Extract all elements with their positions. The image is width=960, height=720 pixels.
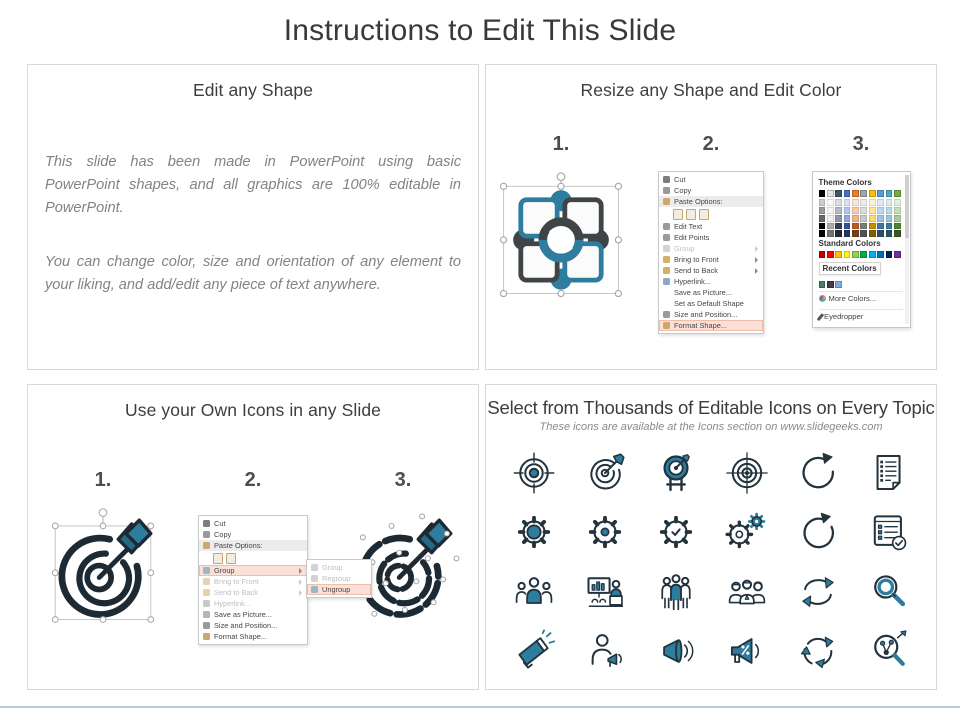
copy-icon [203, 531, 210, 538]
theme-tint-swatch[interactable] [819, 199, 826, 206]
theme-tint-swatch[interactable] [844, 215, 851, 222]
instruction-paragraph: You can change color, size and orientation of any element to your liking, and add/edit any piece of text anywhere. [45, 254, 461, 294]
megaphone-promo-icon[interactable] [511, 628, 557, 674]
submenu-arrow-icon [755, 268, 758, 274]
theme-tint-swatch[interactable] [835, 215, 842, 222]
bring-to-front-icon [663, 256, 670, 263]
menu-item-label: Send to Back [214, 588, 258, 597]
theme-tint-swatch[interactable] [869, 215, 876, 222]
theme-tint-swatch[interactable] [877, 223, 884, 230]
menu-item-send-to-back[interactable] [199, 587, 307, 598]
menu-item-copy[interactable] [659, 185, 763, 196]
icon-library-subheading: These icons are available at the Icons section on www.slidegeeks.com [539, 421, 883, 433]
theme-tint-swatch[interactable] [860, 215, 867, 222]
sync-arrows-icon[interactable] [795, 569, 841, 615]
checklist-check-icon[interactable] [866, 509, 912, 555]
theme-colors-row [819, 190, 903, 197]
theme-tint-swatch[interactable] [869, 230, 876, 237]
theme-tint-swatch[interactable] [894, 223, 901, 230]
hyperlink-icon [663, 278, 670, 285]
theme-tint-swatch[interactable] [835, 223, 842, 230]
recent-color-swatch[interactable] [827, 281, 834, 288]
audience-group-icon[interactable] [511, 569, 557, 615]
discussion-group-icon[interactable] [724, 569, 770, 615]
more-colors-item[interactable]: More Colors... [819, 291, 903, 306]
menu-item-label: Size and Position... [214, 621, 278, 630]
theme-color-swatch[interactable] [860, 190, 867, 197]
step-number: 2. [702, 133, 720, 155]
theme-tint-swatch[interactable] [894, 207, 901, 214]
panel-heading: Select from Thousands of Editable Icons on Every Topic [487, 397, 935, 418]
focus-target-icon[interactable] [724, 450, 770, 496]
target-crosshair-icon[interactable] [511, 450, 557, 496]
menu-item-group[interactable] [659, 243, 763, 254]
loop-arrow-icon[interactable] [795, 509, 841, 555]
theme-tint-swatch[interactable] [827, 207, 834, 214]
theme-tint-swatch[interactable] [852, 199, 859, 206]
slide-title: Instructions to Edit This Slide [283, 14, 677, 47]
theme-tint-swatch[interactable] [860, 199, 867, 206]
menu-item-label: Cut [214, 519, 226, 528]
menu-item-label: Edit Text [674, 222, 703, 231]
step-number: 1. [94, 469, 112, 491]
theme-color-swatch[interactable] [827, 190, 834, 197]
menu-item-label: Save as Picture... [674, 288, 732, 297]
clipboard-icon [663, 198, 670, 205]
theme-tint-swatch[interactable] [860, 230, 867, 237]
submenu-arrow-icon [299, 568, 302, 574]
theme-tint-swatch[interactable] [869, 223, 876, 230]
recent-colors-row [819, 281, 903, 288]
copy-icon [663, 187, 670, 194]
picture-icon [203, 611, 210, 618]
menu-item-ungroup[interactable] [307, 584, 371, 595]
theme-tint-swatch[interactable] [877, 207, 884, 214]
menu-item-hyperlink[interactable] [659, 276, 763, 287]
scrollbar[interactable] [905, 175, 909, 324]
group-icon [203, 567, 210, 574]
theme-tint-swatch[interactable] [835, 230, 842, 237]
theme-tint-swatch[interactable] [860, 207, 867, 214]
theme-tint-swatch[interactable] [869, 199, 876, 206]
theme-tint-swatch[interactable] [819, 207, 826, 214]
theme-tint-swatch[interactable] [844, 207, 851, 214]
group-icon [663, 245, 670, 252]
hyperlink-icon [203, 600, 210, 607]
theme-tint-swatch[interactable] [835, 199, 842, 206]
menu-item-set-as-default-shape[interactable] [659, 298, 763, 309]
context-menu-format [658, 171, 764, 334]
menu-item-label: Regroup [322, 574, 351, 583]
menu-item-label: Ungroup [322, 585, 351, 594]
menu-item-label: Group [674, 244, 695, 253]
menu-item-paste-options[interactable] [659, 196, 763, 207]
standard-color-swatch[interactable] [869, 251, 876, 258]
menu-item-bring-to-front[interactable] [659, 254, 763, 265]
magnifier-network-icon[interactable] [866, 628, 912, 674]
menu-item-send-to-back[interactable] [659, 265, 763, 276]
paste-option-icon[interactable] [686, 209, 696, 220]
gear-check-icon[interactable] [653, 509, 699, 555]
group-icon [311, 564, 318, 571]
scissors-icon [203, 520, 210, 527]
submenu-arrow-icon [755, 246, 758, 252]
theme-tint-swatch[interactable] [827, 215, 834, 222]
menu-item-label: Cut [674, 175, 686, 184]
cycle-arrows-icon[interactable] [795, 628, 841, 674]
theme-color-swatch[interactable] [819, 190, 826, 197]
theme-tint-swatch[interactable] [877, 199, 884, 206]
menu-item-cut[interactable] [199, 518, 307, 529]
menu-item-label: Edit Points [674, 233, 710, 242]
paste-option-icon[interactable] [673, 209, 683, 220]
theme-tint-swatch[interactable] [844, 230, 851, 237]
theme-tint-swatch[interactable] [819, 230, 826, 237]
step-number: 3. [394, 469, 412, 491]
menu-item-paste-options[interactable] [199, 540, 307, 551]
standard-color-swatch[interactable] [860, 251, 867, 258]
standard-color-swatch[interactable] [835, 251, 842, 258]
theme-tint-swatch[interactable] [894, 215, 901, 222]
announcer-person-icon[interactable] [582, 628, 628, 674]
presentation-trainer-icon[interactable] [582, 569, 628, 615]
menu-item-label: Copy [214, 530, 232, 539]
rotation-handle-icon [557, 173, 565, 181]
theme-tint-swatch[interactable] [827, 230, 834, 237]
theme-tint-swatch[interactable] [844, 223, 851, 230]
menu-item-edit-text[interactable] [659, 221, 763, 232]
paste-option-icon[interactable] [226, 553, 236, 564]
recent-color-swatch[interactable] [819, 281, 826, 288]
size-position-icon [203, 622, 210, 629]
editable-icons-grid [498, 443, 924, 681]
theme-tint-swatch[interactable] [827, 199, 834, 206]
theme-tint-swatch[interactable] [852, 207, 859, 214]
panel-use-own-icons [27, 384, 479, 690]
menu-item-size-and-position[interactable] [199, 620, 307, 631]
menu-item-group[interactable] [307, 562, 371, 573]
submenu-arrow-icon [755, 257, 758, 263]
theme-color-swatch[interactable] [869, 190, 876, 197]
format-shape-icon [203, 633, 210, 640]
color-picker-panel [812, 171, 911, 328]
theme-tint-swatch[interactable] [886, 230, 893, 237]
theme-color-swatch[interactable] [835, 190, 842, 197]
menu-item-cut[interactable] [659, 174, 763, 185]
regroup-icon [311, 575, 318, 582]
color-wheel-icon [819, 295, 826, 302]
menu-item-group[interactable] [199, 565, 307, 576]
eyedropper-item[interactable]: Eyedropper [819, 309, 903, 324]
menu-item-edit-points[interactable] [659, 232, 763, 243]
menu-item-size-and-position[interactable] [659, 309, 763, 320]
menu-item-label: Paste Options: [214, 541, 263, 550]
menu-item-regroup[interactable] [307, 573, 371, 584]
panel-heading: Edit any Shape [192, 80, 314, 100]
theme-tint-swatch[interactable] [844, 199, 851, 206]
menu-item-label: Format Shape... [674, 321, 727, 330]
scissors-icon [663, 176, 670, 183]
megaphone-waves-icon[interactable] [653, 628, 699, 674]
edit-text-icon [663, 223, 670, 230]
menu-item-label: Hyperlink... [674, 277, 711, 286]
theme-color-swatch[interactable] [844, 190, 851, 197]
bring-to-front-icon [203, 578, 210, 585]
clipboard-icon [203, 542, 210, 549]
step-number: 3. [852, 133, 870, 155]
menu-item-label: Save as Picture... [214, 610, 272, 619]
menu-item-label: Copy [674, 186, 692, 195]
magnifier-icon[interactable] [866, 569, 912, 615]
menu-item-label: Paste Options: [674, 197, 723, 206]
steps-row [28, 469, 478, 492]
recent-colors-label: Recent Colors [819, 262, 881, 275]
standard-color-swatch[interactable] [827, 251, 834, 258]
menu-item-copy[interactable] [199, 529, 307, 540]
gear-core-icon[interactable] [582, 509, 628, 555]
menu-item-save-as-picture[interactable] [659, 287, 763, 298]
panel-heading: Use your Own Icons in any Slide [125, 400, 381, 420]
context-menu-group [198, 515, 308, 645]
panel-edit-any-shape [27, 64, 479, 370]
theme-tint-swatch[interactable] [877, 215, 884, 222]
ungroup-icon [311, 586, 318, 593]
recent-color-swatch[interactable] [835, 281, 842, 288]
selected-shape-graphic[interactable] [494, 171, 628, 305]
menu-item-bring-to-front[interactable] [199, 576, 307, 587]
theme-tint-swatch[interactable] [827, 223, 834, 230]
standard-color-swatch[interactable] [844, 251, 851, 258]
theme-tint-swatch[interactable] [852, 223, 859, 230]
theme-color-swatch[interactable] [894, 190, 901, 197]
format-shape-icon [663, 322, 670, 329]
eyedropper-icon [816, 313, 823, 321]
theme-colors-label: Theme Colors [818, 178, 872, 187]
gear-solid-icon[interactable] [511, 509, 557, 555]
panel-heading: Resize any Shape and Edit Color [580, 80, 842, 100]
standard-colors-row [819, 251, 903, 258]
panel-resize-shape-edit-color [485, 64, 937, 370]
menu-item-label: Group [322, 563, 343, 572]
step-number: 2. [244, 469, 262, 491]
instruction-paragraph: This slide has been made in PowerPoint using basic PowerPoint shapes, and all graphics are 100% editable in PowerPoint. [45, 154, 461, 217]
rotation-handle-icon [99, 509, 107, 517]
theme-tints-grid [819, 199, 903, 237]
panel-icon-library [485, 384, 937, 690]
group-submenu [306, 559, 372, 598]
steps-row [486, 133, 936, 156]
step-number: 1. [552, 133, 570, 155]
menu-item-format-shape[interactable] [659, 320, 763, 331]
standard-color-swatch[interactable] [877, 251, 884, 258]
standard-color-swatch[interactable] [819, 251, 826, 258]
paste-option-icon[interactable] [699, 209, 709, 220]
paste-option-icon[interactable] [213, 553, 223, 564]
theme-color-swatch[interactable] [877, 190, 884, 197]
paste-options-icons[interactable] [659, 207, 763, 221]
double-gears-icon[interactable] [724, 509, 770, 555]
menu-item-format-shape[interactable] [199, 631, 307, 642]
theme-tint-swatch[interactable] [877, 230, 884, 237]
submenu-arrow-icon [299, 579, 302, 585]
theme-tint-swatch[interactable] [852, 230, 859, 237]
edit-points-icon [663, 234, 670, 241]
size-position-icon [663, 311, 670, 318]
standard-color-swatch[interactable] [852, 251, 859, 258]
standard-color-swatch[interactable] [894, 251, 901, 258]
theme-color-swatch[interactable] [852, 190, 859, 197]
theme-tint-swatch[interactable] [835, 207, 842, 214]
menu-item-label: Bring to Front [214, 577, 259, 586]
theme-tint-swatch[interactable] [894, 199, 901, 206]
menu-item-label: Format Shape... [214, 632, 267, 641]
menu-item-label: Size and Position... [674, 310, 738, 319]
theme-tint-swatch[interactable] [860, 223, 867, 230]
theme-tint-swatch[interactable] [869, 207, 876, 214]
theme-tint-swatch[interactable] [886, 223, 893, 230]
menu-item-hyperlink[interactable] [199, 598, 307, 609]
submenu-arrow-icon [299, 590, 302, 596]
send-to-back-icon [203, 589, 210, 596]
dartboard-dart-icon[interactable] [582, 450, 628, 496]
selected-dartboard-graphic[interactable] [39, 503, 167, 631]
menu-item-save-as-picture[interactable] [199, 609, 307, 620]
theme-tint-swatch[interactable] [886, 207, 893, 214]
theme-tint-swatch[interactable] [852, 215, 859, 222]
megaphone-discount-icon[interactable] [724, 628, 770, 674]
refresh-arrow-icon[interactable] [795, 450, 841, 496]
document-list-icon[interactable] [866, 450, 912, 496]
theme-tint-swatch[interactable] [886, 215, 893, 222]
slide-footer-line [0, 706, 960, 708]
dartboard-stand-icon[interactable] [653, 450, 699, 496]
team-group-icon[interactable] [653, 569, 699, 615]
send-to-back-icon [663, 267, 670, 274]
menu-item-label: Set as Default Shape [674, 299, 744, 308]
menu-item-label: Send to Back [674, 266, 718, 275]
menu-item-label: Hyperlink... [214, 599, 251, 608]
theme-tint-swatch[interactable] [819, 223, 826, 230]
theme-tint-swatch[interactable] [894, 230, 901, 237]
theme-tint-swatch[interactable] [819, 215, 826, 222]
menu-item-label: Group [214, 566, 235, 575]
standard-color-swatch[interactable] [886, 251, 893, 258]
theme-color-swatch[interactable] [886, 190, 893, 197]
paste-options-icons[interactable] [199, 551, 307, 565]
menu-item-label: Bring to Front [674, 255, 719, 264]
standard-colors-label: Standard Colors [818, 239, 881, 249]
theme-tint-swatch[interactable] [886, 199, 893, 206]
